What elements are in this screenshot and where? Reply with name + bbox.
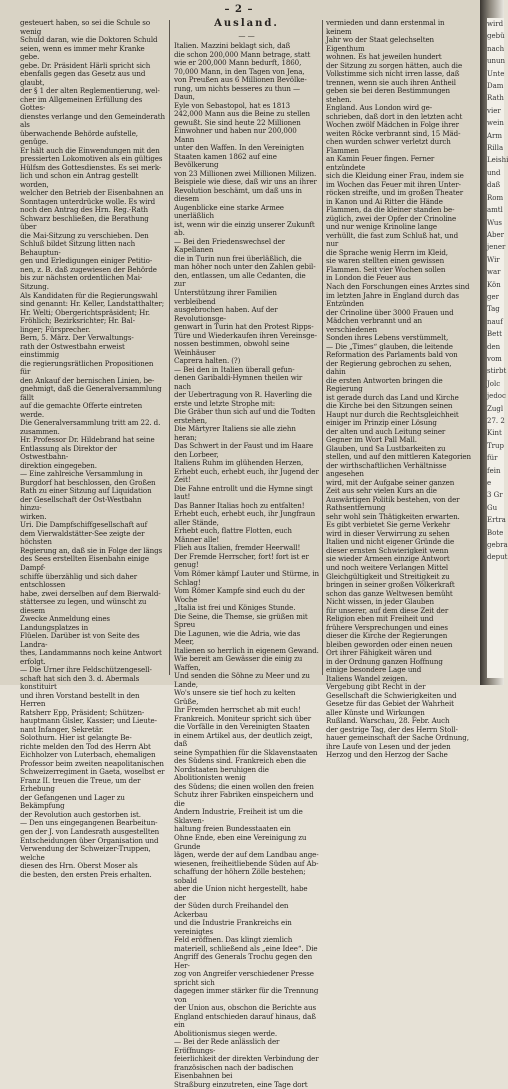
text-line: seien, wenn es immer mehr Kranke gebe.: [20, 43, 145, 62]
neighbor-fragment: war: [487, 268, 501, 277]
text-line: Frankreich. Moniteur spricht sich über: [174, 713, 312, 723]
text-line: schaffung der höhern Zölle bestehen; sobald: [174, 867, 306, 885]
text-line: wirken.: [20, 511, 47, 521]
neighbor-fragment: Unte: [487, 69, 505, 78]
text-line: Andern Industrie, Freiheit ist um die Sklaven-: [174, 807, 303, 825]
text-line: Gesetze für das Gebiet der Wahrheit: [326, 699, 454, 709]
text-line: der Süden durch Freihandel den Ackerbau: [174, 901, 289, 919]
text-line: frühere Versprechungen und eines: [326, 622, 448, 632]
text-line: in Kanon und Ai Ritter die Hände: [326, 196, 443, 206]
text-line: Schweizerregiment in Gaeta, woselbst er: [20, 767, 165, 777]
text-line: vermieden und dann erstenmal in keinem: [326, 18, 445, 36]
text-line: der Revolution auch gestorben ist.: [20, 809, 141, 819]
text-line: wird in dieser Verwirrung zu sehen: [326, 528, 450, 538]
neighbor-fragment: wein: [487, 119, 504, 128]
text-line: Augenblicke eine starke Armee unerläßlich: [174, 202, 284, 221]
text-line: Rußland. Warschau, 28. Febr. Auch: [326, 716, 450, 726]
text-line: Es gibt verbietet Sie gerne Verkehr: [326, 520, 451, 530]
text-line: materiell, schließend als „eine Idee“. Die: [174, 943, 318, 953]
text-line: französischen nach der badischen Eisenbahnen bei: [174, 1062, 294, 1081]
neighbor-fragment: jedoc: [487, 392, 506, 401]
text-line: in einem Artikel aus, der deutlich zeigt, daß: [174, 730, 313, 749]
text-line: aller Künste und Wirkungen: [326, 707, 425, 717]
text-line: des Südens sind. Frankreich eben die: [174, 756, 307, 766]
text-line: Jahr wo der Staat gelechselten Eigenthum: [326, 35, 435, 53]
neighbor-fragment: nach: [487, 44, 505, 53]
text-line: Auswärtigen Politik bestehen, von der Rathsentfernung: [326, 494, 460, 513]
text-line: Unterstützung ihrer Familien verbleibend: [174, 287, 277, 306]
text-line: die Sprache wenig Herrn im Kleid,: [326, 247, 448, 257]
text-line: an Kamin Feuer fingen. Ferner entzündete: [326, 154, 435, 172]
text-line: in der Ordnung ganzen Hoffnung: [326, 656, 443, 666]
neighbor-page-strip: [487, 18, 508, 678]
text-line: Die Märtyrer Italiens sie alle ziehn heran;: [174, 424, 296, 442]
text-line: schon das ganze Weltwesen bemüht: [326, 588, 453, 598]
text-line: man höher noch unter den Zahlen gebil-: [174, 262, 316, 272]
text-line: der Uebertragung von R. Haverling die: [174, 390, 312, 400]
text-line: schrieben, daß dort in den letzten acht: [326, 111, 463, 121]
text-line: die Vorfälle in den Vereinigten Staaten: [174, 722, 310, 732]
text-line: der Crinoline über 3000 Frauen und: [326, 307, 454, 317]
text-line: Nordstaaten beruhigen die Abolitionisten wenig: [174, 764, 269, 783]
text-line: bleiben geworden oder einen neuen: [326, 639, 453, 649]
text-line: Haupt nur durch die Rechtsgleichheit: [326, 409, 459, 419]
text-line: — Bei den in Italien überall gefun-: [174, 364, 295, 374]
text-line: und noch weitere Verlangen Mittel: [326, 563, 449, 572]
text-line: Die Lagunen, wie die Adria, wie das Meer,: [174, 628, 301, 647]
text-line: der Union aus, obschon die Berichte aus: [174, 1003, 317, 1013]
text-line: wiesenen, freiheitliebende Süden auf Ab-: [174, 858, 319, 868]
neighbor-fragment: Wir: [487, 255, 500, 264]
text-line: Italien. Mazzini beklagt sich, daß: [174, 41, 291, 51]
neighbor-fragment: e: [487, 479, 492, 488]
text-line: Zeit aus sehr vielen Kurs an die: [326, 486, 437, 496]
text-line: die besten, den ersten Preis erhalten.: [20, 869, 152, 879]
text-line: Sonden ihres Lebens verstümmelt,: [326, 333, 449, 343]
text-line: Gesellschaft die Schwierigkeiten und: [326, 690, 457, 700]
text-line: Feld eröffnen. Das klingt ziemlich: [174, 935, 293, 945]
text-line: aber die Union nicht hergestellt, habe der: [174, 884, 308, 902]
text-line: Rath zu einer Sitzung auf Liquidation: [20, 486, 152, 496]
text-line: Bern, 5. März. Der Verwaltungs-: [20, 333, 134, 343]
column-middle: [174, 18, 319, 1089]
section-heading-ausland: Ausland.: [214, 18, 279, 29]
neighbor-fragment: 3 Gr: [487, 491, 503, 500]
text-line: ist gerade durch das Land und Kirche: [326, 392, 459, 402]
text-line: noch den Antrag des Hrn. Reg.-Rath: [20, 205, 148, 215]
column-right: [326, 18, 471, 760]
text-line: verhüllt, die fast zum Schluß hat, und nur: [326, 230, 459, 249]
neighbor-fragment: unun: [487, 57, 506, 66]
text-line: Professor beim zweiten neapolitanischen: [20, 758, 164, 768]
text-line: der Regierung gebrochen zu sehen, dahin: [326, 358, 452, 377]
text-line: — Bei den Friedenswechsel der Kapellanen: [174, 236, 285, 255]
text-line: Hr. Professor Dr. Hildebrand hat seine: [20, 435, 155, 445]
text-line: richte melden den Tod des Herrn Abt: [20, 741, 151, 751]
text-line: Vom Römer Kampfe sind euch du der Woche: [174, 586, 305, 604]
text-line: England entschieden darauf hinaus, daß ein: [174, 1011, 316, 1030]
text-line: — Bei der Rede anlässlich der Eröffnungs-: [174, 1037, 280, 1055]
neighbor-fragment: vom: [487, 354, 502, 363]
text-line: Wo's unsere sie tief hoch zu kelten Grüße,: [174, 688, 296, 706]
text-line: Hr. Welti; Obergerichtspräsident; Hr.: [20, 307, 150, 317]
text-line: den Ankauf der bernischen Linien, be-: [20, 375, 155, 385]
text-line: der wirthschaftlichen Verhältnisse angesehen: [326, 460, 447, 479]
text-line: Wie bereit am Gewässer die einig zu Waffen,: [174, 654, 303, 672]
text-line: Hülfsm des Gottesdienstes. Es sei merk-: [20, 162, 162, 172]
text-line: Eichholzer von Luterbach, ehemaligen: [20, 750, 156, 760]
text-line: dieser die Kirche der Regierungen: [326, 631, 448, 641]
text-line: und die Industrie Frankreichs ein vereinigtes: [174, 918, 292, 936]
neighbor-fragment: gebra: [487, 541, 508, 550]
text-line: einige besondere Lage und: [326, 665, 422, 675]
text-line: thes, Landammanns noch keine Antwort erfolgt.: [20, 648, 162, 666]
neighbor-fragment: nauf: [487, 317, 503, 326]
text-line: genwart in Turin hat den Protest Ripps-: [174, 322, 314, 332]
text-line: ist, wenn wir die einzig unserer Zukunft ab.: [174, 219, 315, 238]
neighbor-fragment: Wus: [487, 218, 503, 227]
neighbor-fragment: jener: [487, 243, 506, 252]
column-rule: [169, 20, 170, 675]
text-line: trennen, wenn sie auch ihren Antheil: [326, 77, 456, 87]
text-line: der alten und auch Leitung seiner: [326, 426, 446, 436]
neighbor-fragment: den: [487, 342, 501, 351]
text-line: Erhebt euch, erhebt euch, ihr Jugend der Zeit!: [174, 466, 319, 485]
text-line: schaft hat sich den 3. d. Abermals konstituirt: [20, 673, 140, 692]
text-line: Solothurn. Hier ist gelangte Be-: [20, 733, 132, 743]
neighbor-fragment: 27. 2: [487, 417, 505, 425]
neighbor-fragment: Gu: [487, 503, 498, 512]
neighbor-fragment: fein: [487, 466, 501, 475]
neighbor-fragment: deput: [487, 553, 508, 562]
text-line: — Eine zahlreiche Versammlung in: [20, 469, 143, 479]
text-line: Abolitionismus siegen werde.: [174, 1028, 278, 1038]
text-line: Staaten kamen 1862 auf eine Bevölkerung: [174, 151, 277, 170]
text-line: gebe. Dr. Präsident Härli spricht sich: [20, 60, 151, 70]
text-line: Eyle von Sebastopol, hat es 1813: [174, 100, 291, 110]
page-number: – 2 –: [224, 4, 254, 15]
neighbor-fragment: Arm: [487, 131, 503, 140]
neighbor-fragment: ger: [487, 292, 499, 301]
text-line: Schutz ihrer Fabriken einspeichern und die: [174, 790, 314, 808]
text-line: Herzog und den Herzog der Sache: [326, 750, 448, 760]
neighbor-fragment: und: [487, 168, 501, 177]
text-line: ebenfalls gegen das Gesetz aus und glaubt,: [20, 69, 146, 87]
heading-separator: — —: [238, 30, 255, 40]
text-line: den, entlassen, um alle Cedanten, die zur: [174, 270, 306, 289]
text-line: Zwecke Anmeldung eines Landungsplatzes in: [20, 614, 110, 632]
text-line: Er hält auch die Einwendungen mit den: [20, 145, 160, 155]
text-line: Flammen. Seit vier Wochen sollen: [326, 264, 446, 274]
text-line: die schon 200,000 Mann betrage, statt: [174, 49, 311, 59]
text-line: sind genannt: Hr. Keller, Landstatthalter;: [20, 299, 165, 309]
text-line: welcher den Betrieb der Eisenbahnen an: [20, 188, 164, 198]
neighbor-fragment: Rom: [487, 193, 504, 202]
text-line: dieser ernsten Schwierigkeit wenn: [326, 545, 449, 555]
text-line: sie waren stellten einen gewissen: [326, 256, 445, 266]
text-line: feierlichkeit der direkten Verbindung der: [174, 1054, 319, 1064]
text-line: gewußt. Sie sind heute 22 Millionen: [174, 117, 301, 127]
text-line: hauer gemeinschaft der Sache Ordnung,: [326, 733, 469, 743]
text-line: die Mai-Sitzung zu verschieben. Den: [20, 230, 149, 240]
text-line: von 23 Millionen zwei Millionen Milizen.: [174, 168, 317, 178]
text-line: Flammen, da die kleiner standen be-: [326, 205, 455, 215]
text-line: nant Infanger, Sekretär.: [20, 724, 104, 734]
text-line: Die Fahne entrollt und die Hymne singt laut!: [174, 483, 313, 502]
text-line: Einwohner und haben nur 200,000 Mann: [174, 126, 297, 144]
text-line: der Gesellschaft der Ost-Westbahn hinzu-: [20, 494, 142, 513]
text-line: Burgdorf hat beschlossen, den Großen: [20, 477, 156, 487]
text-line: — Die Urner ihre Feldschützengesell-: [20, 665, 152, 675]
text-line: auf die gemachte Offerte eintreten werde.: [20, 401, 143, 419]
text-line: Und senden die Söhne zu Meer und zu Lande,: [174, 671, 310, 689]
neighbor-fragment: gebü: [487, 32, 505, 41]
neighbor-fragment: daß: [487, 181, 501, 190]
text-line: seine Sympathien für die Sklavenstaaten: [174, 747, 318, 757]
text-line: Straßburg einzutreten, eine Tage dort: [174, 1079, 308, 1089]
text-line: und ihren Vorstand bestellt in den Herren: [20, 690, 140, 709]
text-line: die in Turin nun frei überläßlich, die: [174, 253, 302, 263]
text-line: des Südens; die einen wollen den freien: [174, 781, 314, 791]
text-line: dem Vierwaldstätter-See zeigte der höchsten: [20, 528, 145, 547]
column-rule: [322, 20, 323, 675]
neighbor-fragment: Zugl: [487, 404, 504, 413]
text-line: erste und letzte Strophe mit:: [174, 398, 276, 408]
text-line: lägen, werde der auf dem Landbau ange-: [174, 850, 319, 860]
text-line: geben sie bei deren Bestimmungen stehen.: [326, 86, 450, 104]
text-line: Die Generalversammlung tritt am 22. d.: [20, 418, 161, 428]
text-line: Revolution beschämt, um daß uns in diesem: [174, 185, 302, 204]
text-line: Sonntagen unterdrücke wolle. Es wird: [20, 196, 156, 206]
text-line: wird, mit der Aufgabe seiner ganzen: [326, 477, 455, 487]
text-line: Flüelen. Darüber ist von Seite des Landra-: [20, 631, 140, 649]
text-line: cher im Allgemeinen Erfüllung des Gottes-: [20, 94, 143, 113]
text-line: Erhebt euch, flattre Flotten, euch Männer alle!: [174, 526, 292, 544]
neighbor-fragment: Jolc: [487, 379, 501, 388]
text-line: dienstes verlange und den Gemeinderath als: [20, 111, 165, 130]
text-line: bringen in seiner großen Völkerkraft: [326, 580, 455, 590]
text-line: Fröhlich; Bezirksrichter; Hr. Bal-: [20, 316, 135, 326]
neighbor-fragment: Bett: [487, 330, 502, 339]
text-line: Ohne Ende, eben eine Vereinigung zu Grunde: [174, 832, 307, 851]
column-left: [20, 18, 165, 879]
text-line: rath der Ostwestbahn erweist einstimmig: [20, 341, 125, 360]
text-line: gesteuert haben, so sei die Schule so wenig: [20, 18, 151, 36]
neighbor-fragment: Tag: [487, 305, 500, 314]
text-line: schiffe überzählig und sich daher entschlossen: [20, 571, 137, 590]
neighbor-fragment: Ertra: [487, 516, 506, 525]
text-line: Angriff des Generals Trochu gegen den Her-: [174, 952, 313, 970]
text-line: Flieh aus Italien, fremder Heerwall!: [174, 543, 301, 553]
text-line: zusammen.: [20, 426, 60, 436]
text-line: Regierung an, daß sie in Folge der längs: [20, 545, 163, 555]
text-line: Verwendung der Schweizer-Truppen, welche: [20, 844, 151, 862]
neighbor-fragment: stirbt: [487, 367, 507, 376]
text-line: Wochen zwölf Mädchen in Folge ihrer: [326, 120, 459, 130]
text-line: Religion eben mit Freiheit und: [326, 614, 434, 624]
text-line: Beispiele wie diese, daß wir uns an ihrer: [174, 177, 317, 187]
text-line: Das Banner Italias hoch zu entfalten!: [174, 500, 305, 510]
text-line: im letzten Jahre in England durch das Entzünden: [326, 290, 459, 309]
text-line: hauptmann Gisler, Kassier; und Lieute-: [20, 716, 157, 726]
neighbor-fragment: Leishi: [487, 156, 508, 165]
text-line: Mädchen verbrannt und an verschiedenen: [326, 316, 422, 334]
text-line: und nur wenige Krinoline lange: [326, 222, 437, 232]
text-line: Entlassung als Direktor der Ostwestbahn-: [20, 443, 117, 462]
text-line: Vergebung gibt Recht in der: [326, 682, 426, 692]
text-line: die regierungsrätlichen Propositionen für: [20, 358, 154, 377]
text-line: der § 1 der alten Reglementierung, wel-: [20, 86, 160, 96]
text-line: Der Fremde Herrscher, fort! fort ist er genug!: [174, 551, 309, 570]
text-line: der gestrige Tag, der des Herrn Stoll-: [326, 724, 458, 734]
text-line: ausgebrochen haben. Auf der Revolutionsge-: [174, 305, 278, 323]
text-line: sie wieder Armeen einzige Antwort: [326, 554, 450, 564]
text-line: sehr wohl sein Thätigkeiten erwarten.: [326, 511, 460, 521]
text-line: im Wochen das Feuer mit ihren Unter-: [326, 179, 461, 189]
text-line: stellen, und auf den mittleren Kategorien: [326, 452, 471, 462]
text-line: habe, zwei derselben auf dem Bierwald-: [20, 588, 161, 598]
text-line: Vom Römer kämpf Lauter und Stürme, in Schlag!: [174, 569, 319, 587]
text-line: Caprera halten. (?): [174, 356, 241, 366]
text-line: Italiens Wandel zeigen.: [326, 673, 408, 683]
text-line: Gegner im Wort Pall Mall.: [326, 435, 417, 445]
text-line: Schluß bildet Sitzung litten nach Behauptun-: [20, 239, 136, 257]
text-line: bis zur nächsten ordentlichen Mai-Sitzung.: [20, 273, 143, 291]
neighbor-fragment: Trup: [487, 441, 505, 450]
text-line: die Kirche bei den Sitzungen seinen: [326, 401, 453, 411]
neighbor-fragment: Rilla: [487, 144, 504, 153]
text-line: wie er 200,000 Mann bedurft, 1860,: [174, 58, 302, 68]
neighbor-fragment: vier: [487, 106, 501, 115]
text-line: 70,000 Mann, in den Tagen von Jena,: [174, 66, 305, 76]
neighbor-fragment: Bote: [487, 528, 504, 537]
text-line: Franz II. treuen die Treue, um der Erhebung: [20, 775, 141, 794]
text-line: Ihr Fremden herrschet ab mit euch!: [174, 705, 301, 715]
text-line: Italien und nicht eigener Gründe die: [326, 537, 455, 547]
column-middle-body: [174, 42, 319, 1089]
text-line: für unserer, auf dem diese Zeit der: [326, 605, 449, 615]
text-line: dagegen immer stärker für die Trennung von: [174, 986, 319, 1004]
text-line: Italienen so herrlich in eigenem Gewand.: [174, 645, 319, 655]
text-line: Die Seine, die Themse, sie grüßen mit Spreu: [174, 611, 308, 630]
text-line: Die Gräber thun sich auf und die Todten erstehen,: [174, 407, 316, 425]
text-line: nen, z. B. daß zugewiesen der Behörde: [20, 264, 157, 274]
text-line: „Italia ist frei und Königes Stunde.: [174, 603, 296, 613]
text-line: einiger im Prinzip einer Lösung: [326, 418, 437, 428]
text-line: überwachende Behörde aufstelle, genüge.: [20, 128, 138, 147]
neighbor-fragment: Dam: [487, 82, 504, 91]
text-line: 242,000 Mann aus die Beine zu stellen: [174, 109, 310, 119]
neighbor-fragment: Kön: [487, 280, 501, 289]
text-line: nossen bestimmen, obwohl seine Weinhäuser: [174, 339, 290, 357]
text-line: Reformation des Parlaments bald von: [326, 350, 458, 360]
text-line: sich die Kleidung einer Frau, indem sie: [326, 171, 464, 181]
text-line: der Gefangenen und Lager zu Bekämpfung: [20, 792, 125, 811]
text-line: wohnen. Es hat jeweilen hundert: [326, 52, 442, 62]
text-line: des Sees erstellten Eisenbahn einige Dampf-: [20, 554, 149, 572]
text-line: Gleichgültigkeit und Streitigkeit zu: [326, 571, 450, 581]
text-line: Schuld daran, wie die Doktoren Schuld: [20, 35, 158, 45]
text-line: ihre Laufe von Lesen und der jeden: [326, 741, 451, 751]
text-line: gen der J. von Landesrath ausgestellten: [20, 826, 160, 836]
text-line: direktion eingegeben.: [20, 460, 97, 470]
text-line: Ratsherr Epp, Präsident; Schützen-: [20, 707, 145, 717]
text-line: zog von Angreifer verschiedener Presse spricht sich: [174, 969, 314, 987]
text-line: die ersten Antworten bringen die Regierung: [326, 375, 443, 394]
text-line: röcken streifte, und im großen Theater: [326, 188, 464, 198]
neighbor-fragment: für: [487, 454, 498, 463]
text-line: weiten Röcke verbrannt sind, 15 Mäd-: [326, 128, 461, 138]
text-line: rung, um nichts besseres zu thun — Daun,: [174, 83, 301, 102]
text-line: gen und Erledigungen einiger Petitio-: [20, 256, 153, 266]
text-line: gnehmigt, daß die Generalversammlung fällt: [20, 384, 162, 402]
text-line: Als Kandidaten für die Regierungswahl: [20, 290, 158, 300]
text-line: Glauben, und Sa Lustbarkeiten zu: [326, 443, 446, 453]
text-line: stättersee zu legen, und wünscht zu diesem: [20, 597, 147, 615]
text-line: diesen des Hrn. Oberst Moser als: [20, 861, 138, 871]
neighbor-fragment: amtl: [487, 206, 503, 215]
text-line: von Preußen aus 6 Millionen Bevölke-: [174, 75, 307, 85]
text-line: Ort ihrer Fähigkeit wären und: [326, 648, 432, 658]
text-line: Nach den Forschungen eines Arztes sind: [326, 281, 470, 291]
text-line: in London die Feuer aus: [326, 273, 411, 283]
text-line: Schwarz beschließen, die Berathung über: [20, 213, 149, 232]
text-line: pressierten Lokomotiven als ein gültiges: [20, 154, 163, 164]
text-line: Nicht wissen, in jeder Glauben: [326, 597, 434, 607]
text-line: Das Schwert in der Faust und im Haare den Lorbeer,: [174, 441, 314, 459]
text-line: Uri. Die Dampfschiffgesellschaft auf: [20, 520, 148, 530]
neighbor-fragment: Kint: [487, 429, 502, 438]
text-line: unter den Waffen. In den Vereinigten: [174, 143, 304, 153]
text-line: — Den uns eingegangenen Bearbeitun-: [20, 818, 158, 828]
text-line: Türe und Wiederkaufen ihren Vereinsge-: [174, 330, 317, 340]
text-line: England. Aus London wird ge-: [326, 103, 433, 113]
text-line: linger; Fürsprecher.: [20, 324, 91, 334]
text-line: denen Garibaldi-Hymnen theilen wir nach: [174, 373, 303, 391]
text-line: Volkstimme sich nicht irren lasse, daß: [326, 69, 460, 79]
neighbor-fragment: wird: [487, 20, 504, 28]
text-line: Entscheidungen über Organisation und: [20, 835, 159, 845]
neighbor-fragment: Aber: [487, 230, 505, 239]
text-line: chen wurden schwer verletzt durch Flammen: [326, 137, 451, 155]
text-line: Erhebt euch, erhebt euch, ihr Jungfraun aller Stände,: [174, 509, 316, 527]
text-line: der Sitzung zu sorgen hätten, auch die: [326, 60, 463, 70]
text-line: Italiens Ruhm im glühenden Herzen,: [174, 458, 304, 468]
text-line: züglich, zwei der Opfer der Crinoline: [326, 213, 457, 223]
neighbor-fragment: Rath: [487, 94, 504, 103]
text-line: — Die „Times“ glauben, die leitende: [326, 341, 453, 351]
text-line: lich und schon ein Antrag gestellt worden,: [20, 171, 139, 189]
text-line: haltung freien Bundesstaaten ein: [174, 824, 291, 834]
